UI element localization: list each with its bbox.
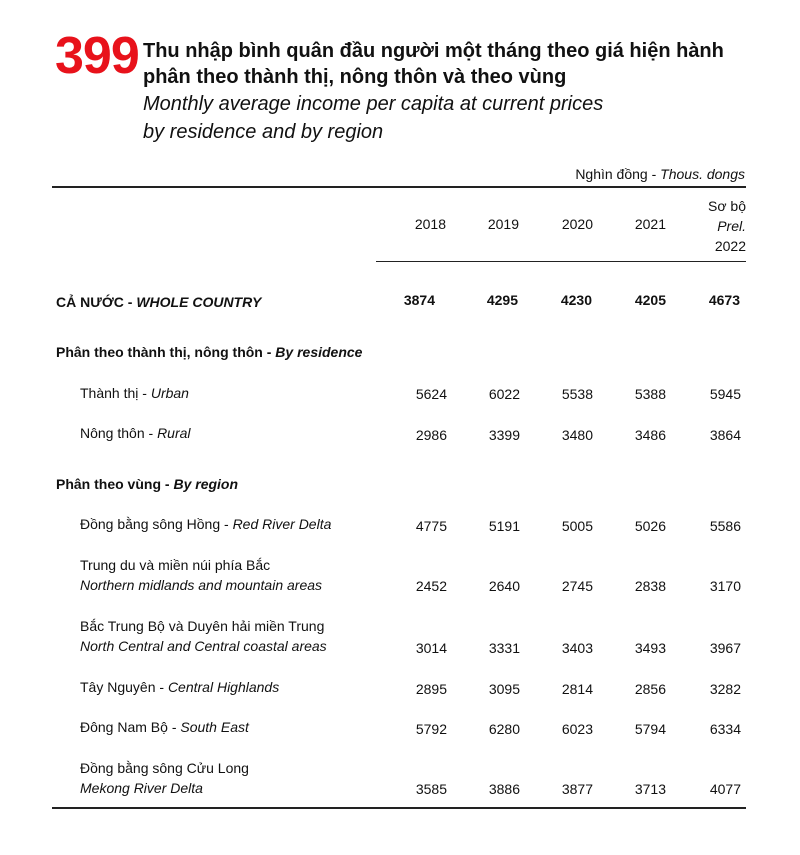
cell-2020: 5005: [561, 518, 593, 534]
title-en-line-1: Monthly average income per capita at current prices: [143, 93, 604, 115]
title-vietnamese: [143, 38, 724, 90]
cell-2022: 3864: [709, 427, 741, 443]
row-label: Đông Nam Bộ - South East: [80, 719, 249, 735]
cell-2020: 5538: [561, 386, 593, 402]
cell-2018: 2452: [415, 578, 447, 594]
section-label: Phân theo vùng - By region: [56, 476, 239, 492]
table-bottom-rule: [52, 807, 746, 809]
cell-2018: 2986: [415, 427, 447, 443]
table-top-rule: [52, 186, 746, 188]
cell-2018: 2895: [415, 681, 447, 697]
cell-2018: 3585: [415, 781, 447, 797]
table-number: 399: [55, 27, 139, 85]
cell-2019: 3095: [488, 681, 520, 697]
cell-2020: 3480: [561, 427, 593, 443]
cell-2019: 2640: [488, 578, 520, 594]
prel-year: 2022: [714, 238, 746, 254]
cell-2022: 4077: [709, 781, 741, 797]
header-rule: [376, 261, 746, 262]
cell-2022: 3967: [709, 640, 741, 656]
cell-2018: 5792: [415, 721, 447, 737]
cell-2021: 5026: [634, 518, 666, 534]
cell-2020: 6023: [561, 721, 593, 737]
cell-2021: 5794: [634, 721, 666, 737]
row-label: Tây Nguyên - Central Highlands: [80, 679, 280, 695]
cell-2018: 3014: [415, 640, 447, 656]
prel-en: Prel.: [717, 218, 746, 234]
cell-2021: 4205: [634, 292, 666, 308]
year-header-2018: 2018: [414, 216, 446, 232]
cell-2021: 2856: [634, 681, 666, 697]
cell-2021: 3486: [634, 427, 666, 443]
cell-2020: 2814: [561, 681, 593, 697]
unit-vi: Nghìn đồng -: [575, 166, 661, 182]
cell-2018: 5624: [415, 386, 447, 402]
cell-2020: 3403: [561, 640, 593, 656]
cell-2021: 3713: [634, 781, 666, 797]
year-header-2019: 2019: [487, 216, 519, 232]
cell-2019: 3331: [488, 640, 520, 656]
cell-2021: 2838: [634, 578, 666, 594]
row-label: Đồng bằng sông Hồng - Red River Delta: [80, 516, 332, 532]
cell-2022: 5945: [709, 386, 741, 402]
unit-en: Thous. dongs: [660, 166, 745, 182]
cell-2019: 3886: [488, 781, 520, 797]
cell-2019: 6022: [488, 386, 520, 402]
year-header-2020: 2020: [561, 216, 593, 232]
cell-2020: 4230: [560, 292, 592, 308]
cell-2020: 3877: [561, 781, 593, 797]
cell-2018: 3874: [403, 292, 435, 308]
cell-2022: 3170: [709, 578, 741, 594]
row-label: Thành thị - Urban: [80, 385, 189, 401]
cell-2019: 4295: [486, 292, 518, 308]
cell-2022: 3282: [709, 681, 741, 697]
year-header-prel: [708, 196, 746, 256]
row-label: Nông thôn - Rural: [80, 425, 191, 441]
cell-2020: 2745: [561, 578, 593, 594]
cell-2021: 3493: [634, 640, 666, 656]
cell-2019: 5191: [488, 518, 520, 534]
cell-2022: 4673: [708, 292, 740, 308]
row-label: Trung du và miền núi phía Bắc Northern midlands and mountain areas: [80, 557, 323, 593]
title-english: [143, 90, 603, 146]
section-label: Phân theo thành thị, nông thôn - By residence: [56, 344, 363, 360]
cell-2022: 5586: [709, 518, 741, 534]
prel-vi: Sơ bộ: [708, 198, 746, 214]
unit-label: [575, 166, 745, 182]
cell-2018: 4775: [415, 518, 447, 534]
title-vi-line-1: Thu nhập bình quân đầu người một tháng theo giá hiện hành: [143, 40, 724, 62]
year-header-2021: 2021: [634, 216, 666, 232]
title-vi-line-2: phân theo thành thị, nông thôn và theo vùng: [143, 66, 567, 88]
row-label: CẢ NƯỚC - WHOLE COUNTRY: [56, 294, 262, 310]
row-label: Bắc Trung Bộ và Duyên hải miền Trung North Central and Central coastal areas: [80, 618, 327, 654]
cell-2022: 6334: [709, 721, 741, 737]
cell-2019: 3399: [488, 427, 520, 443]
row-label: Đồng bằng sông Cửu Long Mekong River Delta: [80, 760, 249, 796]
title-en-line-2: by residence and by region: [143, 121, 384, 143]
cell-2019: 6280: [488, 721, 520, 737]
cell-2021: 5388: [634, 386, 666, 402]
